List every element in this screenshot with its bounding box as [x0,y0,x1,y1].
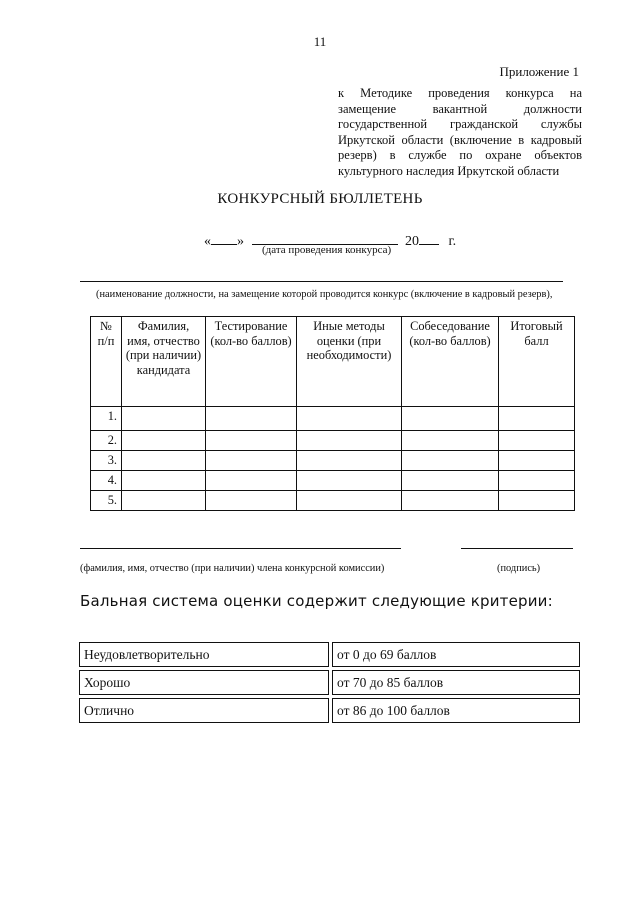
year-blank [419,230,439,245]
total-cell [499,451,575,471]
date-caption: (дата проведения конкурса) [262,244,392,256]
candidate-cell [122,471,206,491]
interview-cell [402,407,499,431]
total-cell [499,431,575,451]
table-row [91,471,575,491]
criteria-grade: Неудовлетворительно [79,642,329,667]
row-number: 2. [91,431,122,451]
candidate-cell [122,451,206,471]
interview-cell [402,471,499,491]
member-name-line [80,548,401,549]
document-title: КОНКУРСНЫЙ БЮЛЛЕТЕНЬ [217,191,423,207]
interview-cell [402,491,499,511]
criteria-heading: Бальная система оценки содержит следующие критерии: [80,592,553,610]
criteria-grade: Хорошо [79,670,329,695]
interview-cell [402,451,499,471]
table-row [91,407,575,431]
header-interview: Собеседование (кол-во баллов) [402,317,499,407]
candidate-cell [122,407,206,431]
year-prefix: 20 [405,234,419,249]
results-header-row [91,317,575,407]
other-methods-cell [297,407,402,431]
date-close-quote: » [237,234,244,249]
testing-cell [206,451,297,471]
row-number: 3. [91,451,122,471]
signature-line [461,548,573,549]
testing-cell [206,491,297,511]
total-cell [499,491,575,511]
signature-caption: (подпись) [497,563,541,574]
candidate-cell [122,431,206,451]
table-row [79,642,580,667]
total-cell [499,471,575,491]
member-caption: (фамилия, имя, отчество (при наличии) члена конкурсной комиссии) [80,563,385,574]
row-number: 1. [91,407,122,431]
other-methods-cell [297,431,402,451]
testing-cell [206,407,297,431]
criteria-range: от 0 до 69 баллов [332,642,580,667]
testing-cell [206,471,297,491]
row-number: 4. [91,471,122,491]
results-table [90,316,575,511]
date-open-quote: « [204,234,211,249]
position-caption: (наименование должности, на замещение которой проводится конкурс (включение в кадровый резерв), [96,289,553,300]
table-row [79,698,580,723]
other-methods-cell [297,451,402,471]
criteria-grade: Отлично [79,698,329,723]
year-suffix: г. [448,234,457,249]
other-methods-cell [297,491,402,511]
interview-cell [402,431,499,451]
header-candidate-name: Фамилия, имя, отчество (при наличии) кандидата [122,317,206,407]
appendix-description: к Методике проведения конкурса на замещение вакантной должности государственной гражданской службы Иркутской области (включение в кадровый резерв) в службе по охране объектов культурного наследия Иркутской области [338,86,582,178]
month-blank [252,230,398,245]
header-number: № п/п [91,317,122,407]
header-other-methods: Иные методы оценки (при необходимости) [297,317,402,407]
header-testing: Тестирование (кол-во баллов) [206,317,297,407]
position-line [80,281,563,282]
header-total-score: Итоговый балл [499,317,575,407]
criteria-range: от 86 до 100 баллов [332,698,580,723]
table-row [91,431,575,451]
total-cell [499,407,575,431]
row-number: 5. [91,491,122,511]
testing-cell [206,431,297,451]
appendix-title: Приложение 1 [499,64,579,79]
table-row [91,491,575,511]
candidate-cell [122,491,206,511]
other-methods-cell [297,471,402,491]
criteria-range: от 70 до 85 баллов [332,670,580,695]
criteria-table [76,639,583,726]
day-blank [211,230,237,245]
table-row [79,670,580,695]
page-number: 11 [313,34,327,49]
table-row [91,451,575,471]
